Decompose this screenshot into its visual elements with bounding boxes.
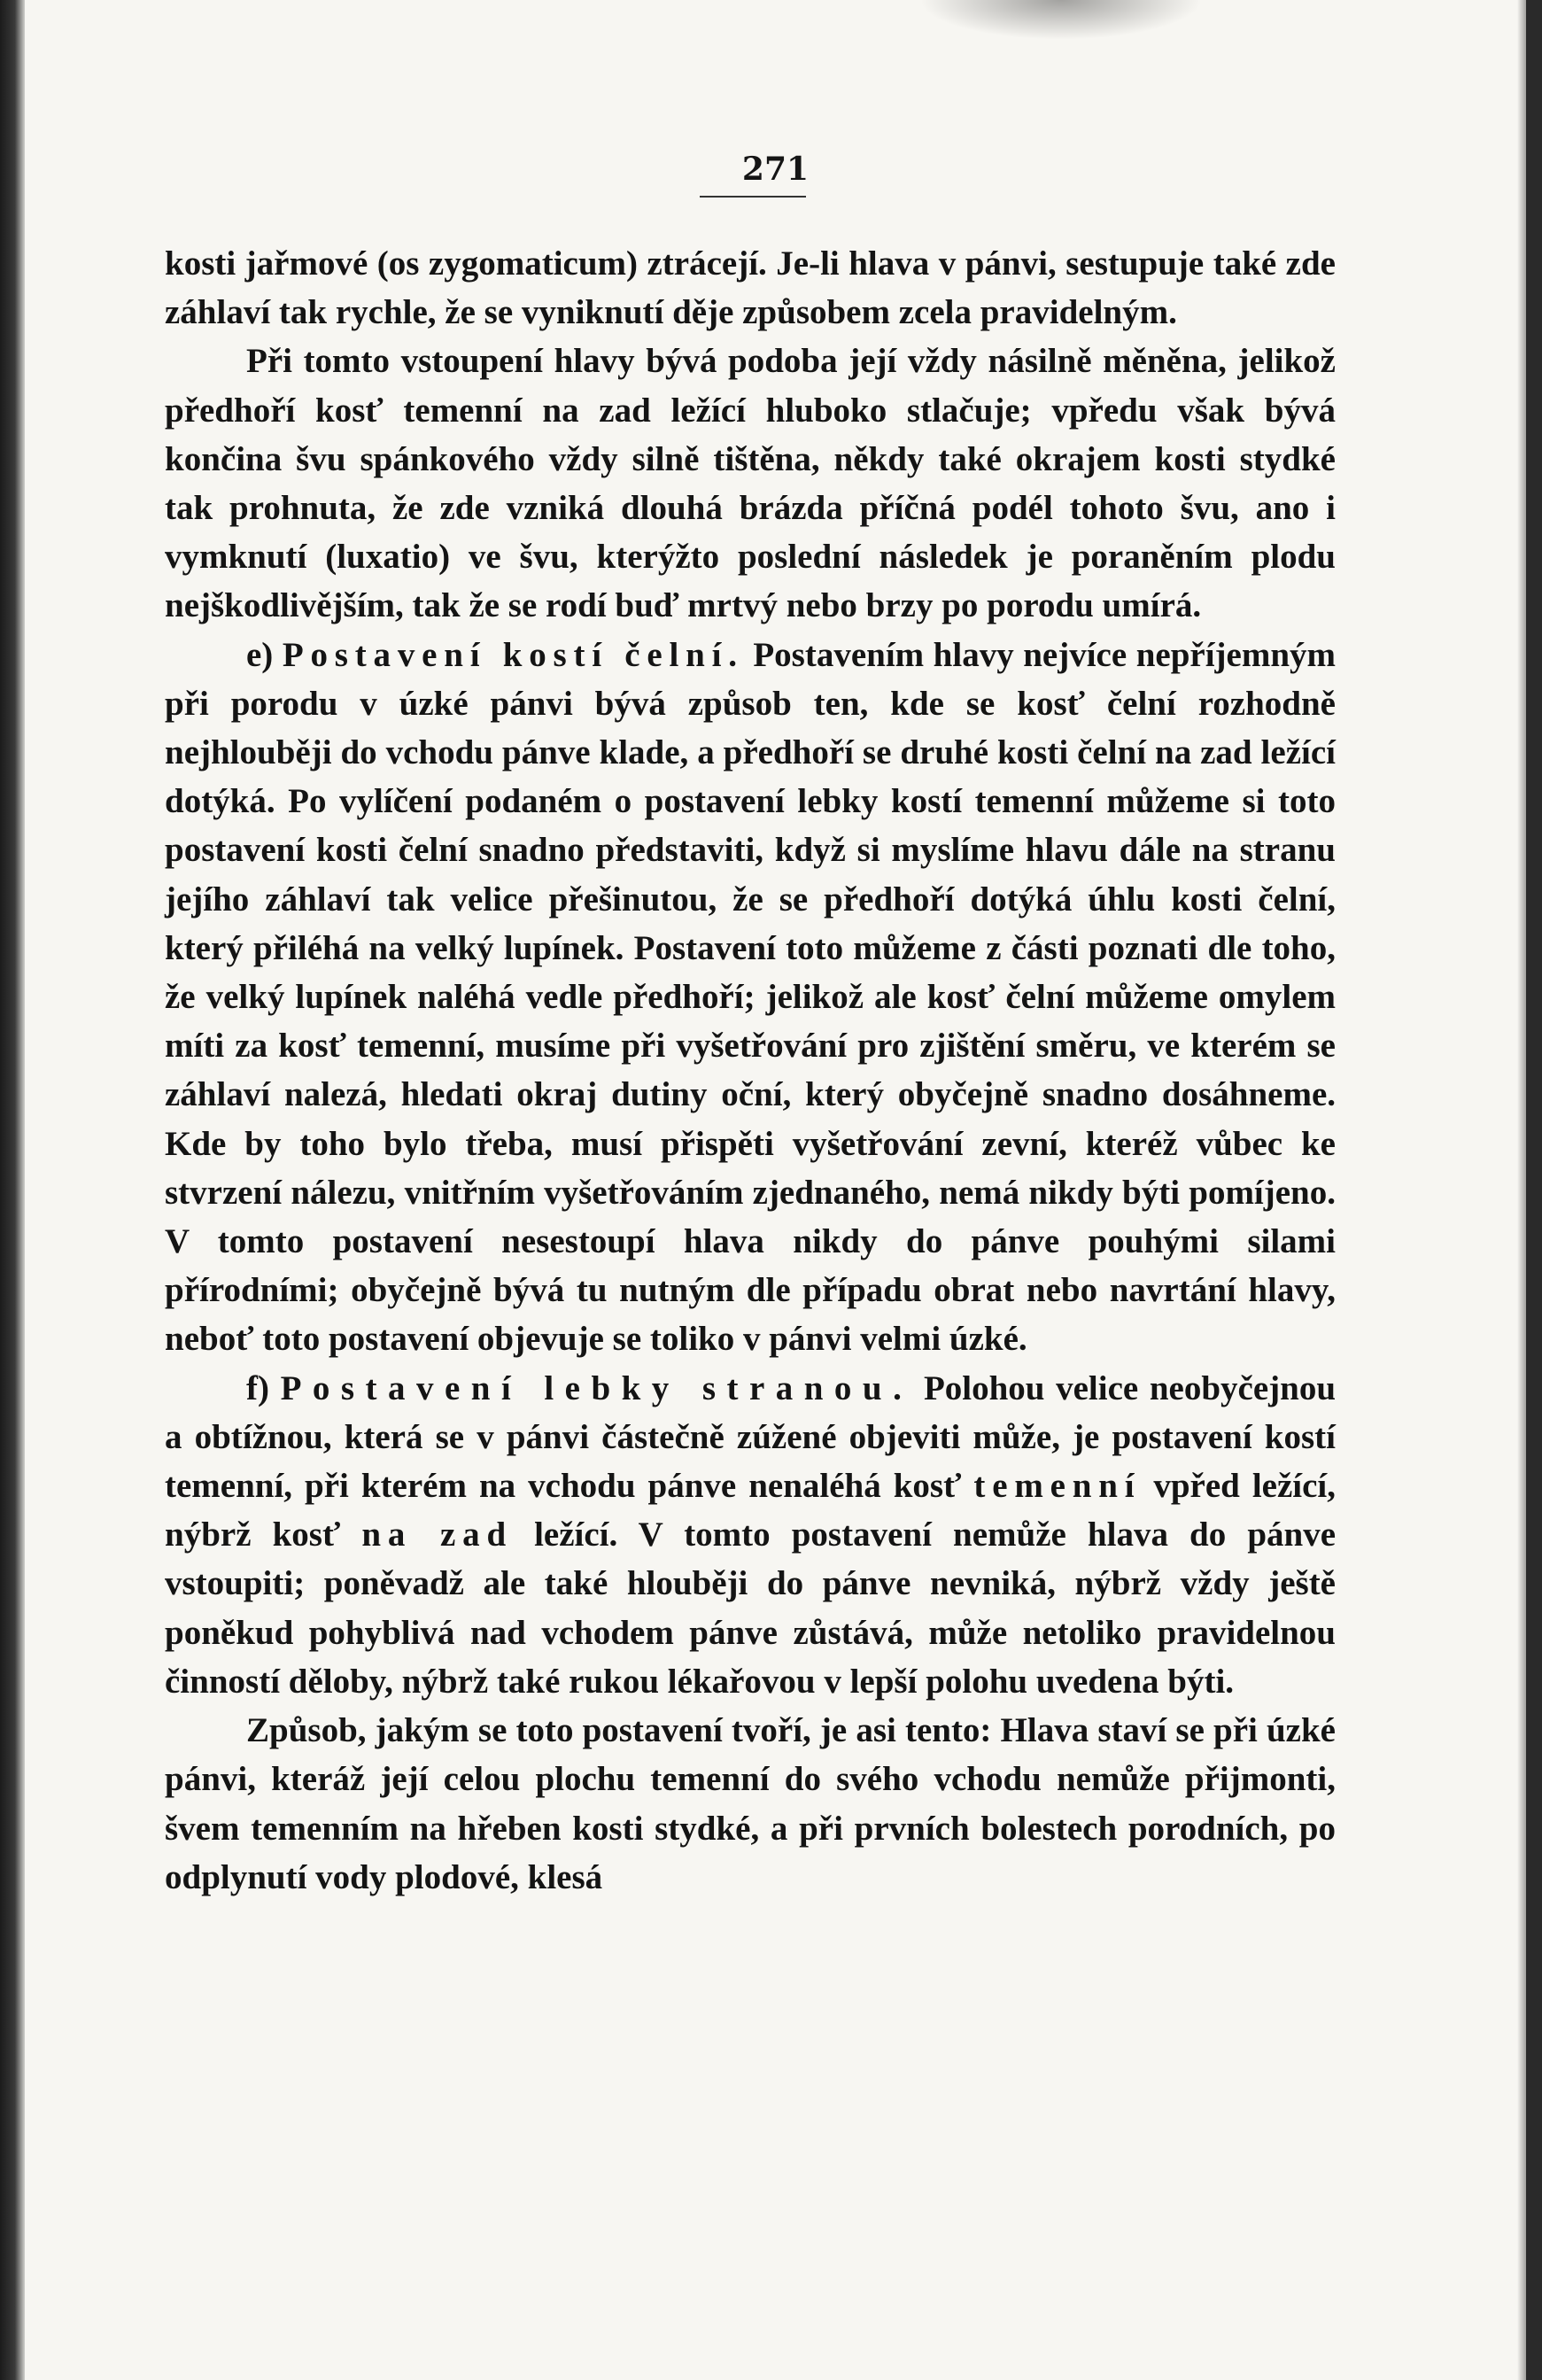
paragraph-4-text-a: Polohou velice neobyčejnou a obtížnou, která se v pánvi částečně zúžené objeviti může, je postavení kostí temenní, při kterém na vchodu pánve nenaléhá kosť — [165, 1368, 1337, 1506]
body-text — [165, 239, 1336, 1902]
page-number-underline — [700, 196, 806, 198]
book-gutter-edge — [0, 0, 25, 2380]
paragraph-3 — [165, 631, 1336, 1364]
emphasis-na-zad: na zad — [361, 1516, 513, 1554]
emphasis-temenni: temenní — [973, 1467, 1142, 1506]
paragraph-5: Způsob, jakým se toto postavení tvoří, je asi tento: Hlava staví se při úzké pánvi, kteráž její celou plochu temenní do svého vchodu nemůže přijmonti, švem temenním na hřeben kosti stydké, a při prvních bolestech porodních, po odplynutí vody plodové, klesá — [165, 1711, 1336, 1896]
paragraph-4 — [165, 1364, 1336, 1706]
section-heading-f: Postavení lebky stranou. — [280, 1368, 913, 1407]
paragraph-3-text: Postavením hlavy nejvíce nepříjemným při porodu v úzké pánvi bývá způsob ten, kde se kosť čelní rozhodně nejhlouběji do vchodu pánve klade, a předhoří se druhé kosti čelní na zad ležící dotýká. Po vylíčení podaném o postavení lebky kostí temenní můžeme si toto postavení kosti čelní snadno představiti, když si myslíme hlavu dále na stranu jejího záhlaví tak velice přešinutou, že se předhoří dotýká úhlu kosti čelní, který přiléhá na velký lupínek. Postavení toto můžeme z části poznati dle toho, že velký lupínek naléhá vedle předhoří; jelikož ale kosť čelní můžeme omylem míti za kosť temenní, musíme při vyšetřování pro zjištění směru, ve kterém se záhlaví nalezá, hledati okraj dutiny oční, který obyčejně snadno dosáhneme. Kde by toho bylo třeba, musí přispěti vyšetřování zevní, kteréž vůbec ke stvrzení nálezu, vnitřním vyšetřováním zjednaného, nemá nikdy býti pomíjeno. V tomto postavení nesestoupí hlava nikdy do pánve pouhými silami přírodními; obyčejně bývá tu nutným dle případu obrat nebo navrtání hlavy, neboť toto postavení objevuje se toliko v pánvi velmi úzké. — [165, 635, 1337, 1359]
book-page — [25, 0, 1526, 2380]
paragraph-4-text-c: ležící. V tomto postavení nemůže hlava do pánve vstoupiti; poněvadž ale také hlouběji do pánve nevniká, nýbrž vždy ještě poněkud pohyblivá nad vchodem pánve zůstává, může netoliko pravidelnou činností děloby, nýbrž také rukou lékařovou v lepší polohu uvedena býti. — [165, 1516, 1337, 1701]
section-marker-f: f) — [246, 1368, 269, 1407]
page-edge-shadow — [1517, 0, 1526, 2380]
paragraph-1: kosti jařmové (os zygomaticum) ztrácejí. Je-li hlava v pánvi, sestupuje také zde záhlaví tak rychle, že se vyniknutí děje způsobem zcela pravidelným. — [165, 244, 1336, 332]
section-marker-e: e) — [246, 635, 274, 674]
page-stain — [919, 0, 1203, 40]
section-heading-e: Postavení kostí čelní. — [282, 635, 744, 674]
paragraph-4-text-b: vpřed ležící, nýbrž kosť — [165, 1467, 1337, 1554]
page-number: 271 — [741, 151, 810, 188]
paragraph-2: Při tomto vstoupení hlavy bývá podoba její vždy násilně měněna, jelikož předhoří kosť temenní na zad ležící hluboko stlačuje; vpředu však bývá končina švu spánkového vždy silně tištěna, někdy také okrajem kosti stydké tak prohnuta, že zde vzniká dlouhá brázda příčná podél tohoto švu, ano i vymknutí (luxatio) ve švu, kterýžto poslední následek je poraněním plodu nejškodlivějším, tak že se rodí buď mrtvý nebo brzy po porodu umírá. — [165, 342, 1336, 625]
